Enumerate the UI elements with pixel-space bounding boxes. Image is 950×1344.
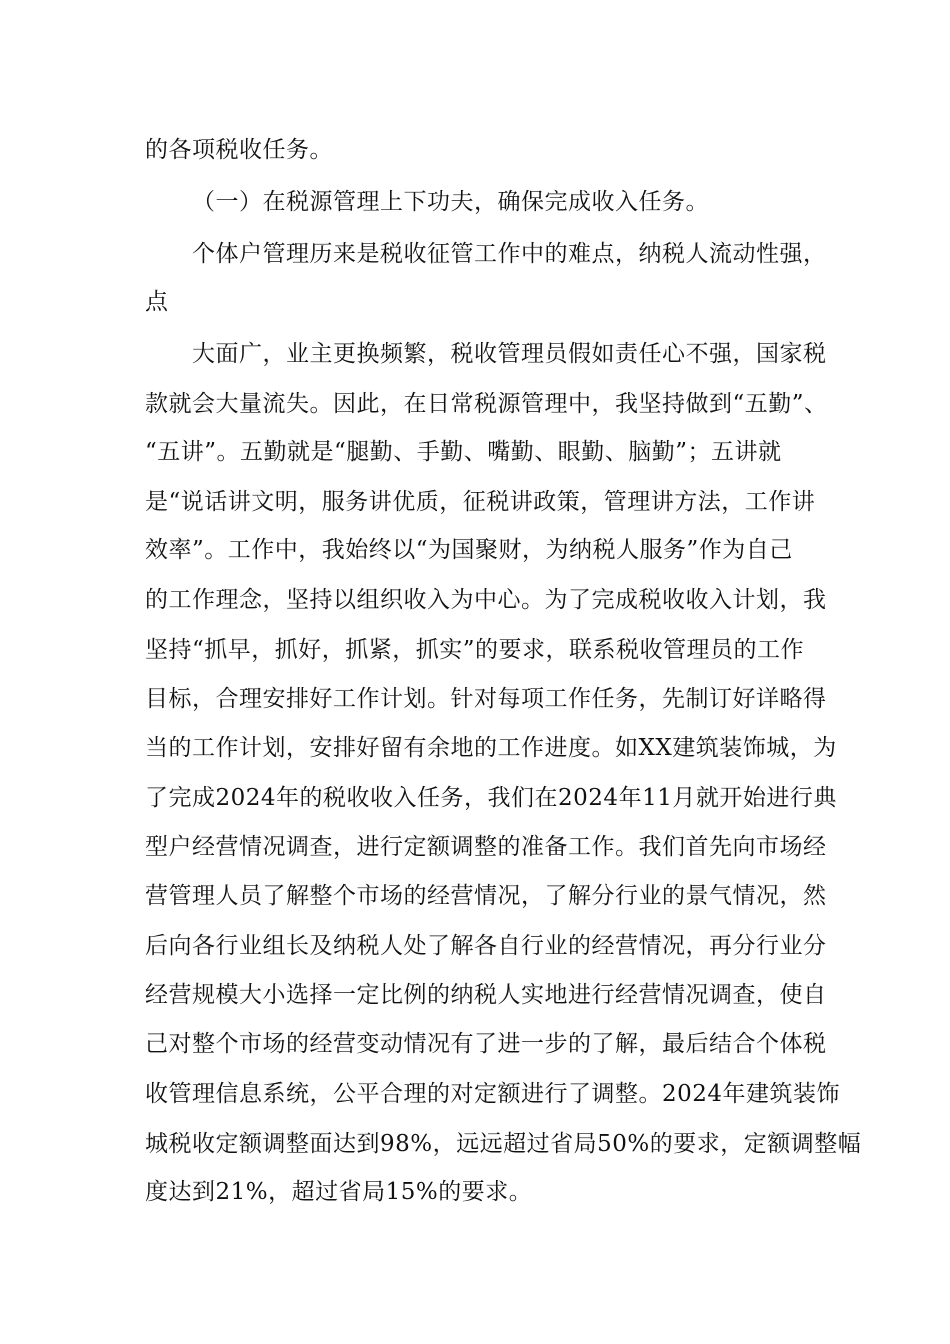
text-line: 营管理人员了解整个市场的经营情况，了解分行业的景气情况，然 (145, 883, 827, 909)
text-line: 的各项税收任务。 (145, 137, 333, 163)
text-line: 是“说话讲文明，服务讲优质，征税讲政策，管理讲方法，工作讲 (145, 489, 816, 515)
text-line: 的工作理念，坚持以组织收入为中心。为了完成税收收入计划，我 (145, 587, 827, 613)
text-line: 收管理信息系统，公平合理的对定额进行了调整。2024年建筑装饰 (145, 1081, 841, 1107)
text-line: 效率”。工作中，我始终以“为国聚财，为纳税人服务”作为自己 (145, 537, 793, 563)
section-heading: （一）在税源管理上下功夫，确保完成收入任务。 (192, 189, 709, 215)
text-line: 度达到21%，超过省局15%的要求。 (145, 1179, 533, 1205)
text-line: 己对整个市场的经营变动情况有了进一步的了解，最后结合个体税 (145, 1031, 827, 1057)
text-line: 个体户管理历来是税收征管工作中的难点，纳税人流动性强， (192, 241, 827, 267)
text-line: “五讲”。五勤就是“腿勤、手勤、嘴勤、眼勤、脑勤”；五讲就 (145, 439, 782, 465)
text-line: 点 (145, 289, 169, 315)
text-line: 了完成2024年的税收收入任务，我们在2024年11月就开始进行典 (145, 785, 837, 811)
text-line: 当的工作计划，安排好留有余地的工作进度。如XX建筑装饰城，为 (145, 735, 837, 761)
text-line: 后向各行业组长及纳税人处了解各自行业的经营情况，再分行业分 (145, 933, 827, 959)
text-line: 目标，合理安排好工作计划。针对每项工作任务，先制订好详略得 (145, 686, 827, 712)
text-line: 款就会大量流失。因此，在日常税源管理中，我坚持做到“五勤”、 (145, 391, 828, 417)
text-line: 城税收定额调整面达到98%，远远超过省局50%的要求，定额调整幅 (145, 1131, 862, 1157)
text-line: 型户经营情况调查，进行定额调整的准备工作。我们首先向市场经 (145, 834, 827, 860)
text-line: 坚持“抓早，抓好，抓紧，抓实”的要求，联系税收管理员的工作 (145, 637, 805, 663)
text-line: 经营规模大小选择一定比例的纳税人实地进行经营情况调查，使自 (145, 982, 827, 1008)
text-line: 大面广，业主更换频繁，税收管理员假如责任心不强，国家税 (192, 341, 827, 367)
